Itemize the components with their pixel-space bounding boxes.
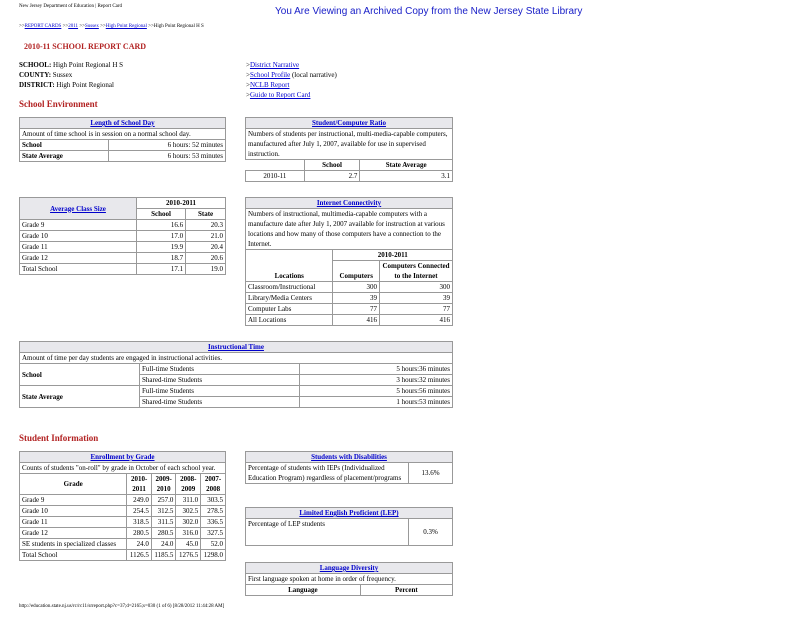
table-row	[246, 304, 453, 315]
district-name: High Point Regional	[56, 81, 114, 89]
loc-cell: Computer Labs	[246, 304, 333, 315]
state-full-value: 5 hours:56 minutes	[300, 386, 453, 397]
school-cell: 16.6	[137, 220, 186, 231]
length-of-day-table	[19, 117, 226, 162]
school-cell: 18.7	[137, 253, 186, 264]
table-row	[20, 539, 226, 550]
school-cell: 17.1	[137, 264, 186, 275]
table-row	[20, 528, 226, 539]
col-state: State	[186, 209, 226, 220]
grade-cell: Grade 12	[20, 528, 127, 539]
value-cell: 1185.5	[151, 550, 176, 561]
instructional-time-desc: Amount of time per day students are engaged in instructional activities.	[20, 353, 453, 364]
col-year: 2010-2011	[127, 474, 152, 495]
row-label: State Average	[20, 151, 109, 162]
col-language: Language	[246, 585, 361, 596]
breadcrumb-district[interactable]: High Point Regional	[105, 24, 147, 29]
grade-cell: Grade 10	[20, 231, 137, 242]
value-cell: 249.0	[127, 495, 152, 506]
student-computer-desc: Numbers of students per instructional, multi-media-capable computers, manufactured after July 1, 2007, available for use in supervised instruction.	[246, 129, 453, 160]
language-desc: First language spoken at home in order of frequency.	[246, 574, 453, 585]
comp-cell: 416	[333, 315, 380, 326]
school-cell: 17.0	[137, 231, 186, 242]
internet-year: 2010-2011	[333, 250, 453, 261]
table-row	[246, 293, 453, 304]
enrollment-desc: Counts of students "on-roll" by grade in October of each school year.	[20, 463, 226, 474]
value-cell: 311.0	[176, 495, 201, 506]
state-cell: 20.6	[186, 253, 226, 264]
value-cell: 318.5	[127, 517, 152, 528]
value-cell: 280.5	[127, 528, 152, 539]
link-marker: >	[246, 81, 250, 89]
value-cell: 45.0	[176, 539, 201, 550]
lep-value: 0.3%	[409, 519, 453, 546]
table-row	[246, 282, 453, 293]
district-narrative-link[interactable]: District Narrative	[249, 61, 300, 69]
table-row	[20, 242, 226, 253]
table-row	[246, 315, 453, 326]
grade-cell: Total School	[20, 264, 137, 275]
school-profile-link[interactable]: School Profile	[249, 71, 291, 79]
state-cell: 19.0	[186, 264, 226, 275]
col-state: State Average	[360, 160, 453, 171]
value-cell: 24.0	[151, 539, 176, 550]
instructional-time-table	[19, 341, 453, 408]
shared-time-label: Shared-time Students	[140, 397, 300, 408]
narrative-links	[246, 60, 337, 100]
conn-cell: 39	[379, 293, 452, 304]
row-value: 6 hours: 53 minutes	[108, 151, 225, 162]
breadcrumb-current: >>High Point Regional H S	[148, 24, 204, 29]
student-computer-table	[245, 117, 453, 182]
internet-desc: Numbers of instructional, multimedia-capable computers with a manufacture date after July 1, 2007 available for instruction at various locations and how many of those computers have a connection to the Internet.	[246, 209, 453, 250]
language-link[interactable]: Language Diversity	[319, 564, 379, 572]
page-title: 2010-11 SCHOOL REPORT CARD	[24, 42, 147, 51]
col-year: 2007-2008	[201, 474, 226, 495]
table-row	[20, 264, 226, 275]
table-row	[20, 517, 226, 528]
comp-cell: 77	[333, 304, 380, 315]
value-cell: 302.5	[176, 506, 201, 517]
student-computer-link[interactable]: Student/Computer Ratio	[312, 119, 386, 127]
guide-link[interactable]: Guide to Report Card	[249, 91, 311, 99]
school-full-value: 5 hours:36 minutes	[300, 364, 453, 375]
school-environment-heading: School Environment	[19, 99, 98, 109]
value-cell: 1126.5	[127, 550, 152, 561]
col-connected: Computers Connected to the Internet	[379, 261, 452, 282]
conn-cell: 416	[379, 315, 452, 326]
state-cell: 20.4	[186, 242, 226, 253]
value-cell: 257.0	[151, 495, 176, 506]
shared-time-label: Shared-time Students	[140, 375, 300, 386]
link-marker: >	[246, 91, 250, 99]
col-computers: Computers	[333, 261, 380, 282]
disabilities-desc: Percentage of students with IEPs (Individualized Education Program) regardless of placement/programs	[246, 463, 409, 484]
school-name: High Point Regional H S	[53, 61, 124, 69]
full-time-label: Full-time Students	[140, 386, 300, 397]
value-cell: 280.5	[151, 528, 176, 539]
school-shared-value: 3 hours:32 minutes	[300, 375, 453, 386]
col-grade: Grade	[20, 474, 127, 495]
enrollment-link[interactable]: Enrollment by Grade	[90, 453, 155, 461]
value-cell: 303.5	[201, 495, 226, 506]
value-cell: 52.0	[201, 539, 226, 550]
value-cell: 336.5	[201, 517, 226, 528]
table-row	[20, 550, 226, 561]
disabilities-table	[245, 451, 453, 484]
school-label: School	[20, 364, 140, 386]
class-size-link[interactable]: Average Class Size	[50, 204, 106, 213]
loc-cell: Classroom/Instructional	[246, 282, 333, 293]
state-ratio: 3.1	[360, 171, 453, 182]
length-of-day-link[interactable]: Length of School Day	[90, 119, 155, 127]
footer-url: http://education.state.nj.us/rc/rc11/srreport.php?c=37;d=2165;s=030 (1 of 6) [8/28/2012 11:44:28 AM]	[19, 604, 225, 609]
col-locations: Locations	[246, 250, 333, 282]
value-cell: 278.5	[201, 506, 226, 517]
loc-cell: Library/Media Centers	[246, 293, 333, 304]
comp-cell: 300	[333, 282, 380, 293]
row-label: School	[20, 140, 109, 151]
class-size-year: 2010-2011	[137, 198, 226, 209]
county-label: COUNTY:	[19, 71, 52, 79]
state-label: State Average	[20, 386, 140, 408]
nclb-report-link[interactable]: NCLB Report	[249, 81, 290, 89]
blank-cell	[246, 160, 305, 171]
breadcrumb-report-cards[interactable]: REPORT CARDS	[24, 24, 62, 29]
grade-cell: Grade 11	[20, 242, 137, 253]
conn-cell: 77	[379, 304, 452, 315]
breadcrumb	[19, 24, 204, 29]
disabilities-link[interactable]: Students with Disabilities	[311, 453, 387, 461]
breadcrumb-sussex[interactable]: Sussex	[84, 24, 99, 29]
breadcrumb-sep: >>	[62, 24, 69, 29]
value-cell: 311.5	[151, 517, 176, 528]
breadcrumb-2011[interactable]: 2011	[68, 24, 79, 29]
col-year: 2009-2010	[151, 474, 176, 495]
state-shared-value: 1 hours:53 minutes	[300, 397, 453, 408]
value-cell: 1298.0	[201, 550, 226, 561]
grade-cell: Grade 12	[20, 253, 137, 264]
col-percent: Percent	[360, 585, 452, 596]
length-of-day-desc: Amount of time school is in session on a normal school day.	[20, 129, 226, 140]
value-cell: 302.0	[176, 517, 201, 528]
value-cell: 316.0	[176, 528, 201, 539]
class-size-table	[19, 197, 226, 275]
grade-cell: Grade 9	[20, 495, 127, 506]
row-value: 6 hours: 52 minutes	[108, 140, 225, 151]
enrollment-table	[19, 451, 226, 561]
value-cell: 24.0	[127, 539, 152, 550]
school-cell: 19.9	[137, 242, 186, 253]
table-row	[20, 253, 226, 264]
table-row	[20, 495, 226, 506]
value-cell: 254.5	[127, 506, 152, 517]
value-cell: 1276.5	[176, 550, 201, 561]
lep-table	[245, 507, 453, 546]
breadcrumb-sep: >>	[100, 24, 106, 29]
col-school: School	[304, 160, 360, 171]
internet-table	[245, 197, 453, 326]
school-label: SCHOOL:	[19, 61, 52, 69]
link-marker: >	[246, 61, 250, 69]
loc-cell: All Locations	[246, 315, 333, 326]
county-name: Sussex	[52, 71, 73, 79]
district-label: DISTRICT:	[19, 81, 55, 89]
breadcrumb-sep: >>	[79, 24, 85, 29]
school-ratio: 2.7	[304, 171, 360, 182]
year-cell: 2010-11	[246, 171, 305, 182]
value-cell: 312.5	[151, 506, 176, 517]
archive-banner: You Are Viewing an Archived Copy from the New Jersey State Library	[275, 6, 583, 17]
conn-cell: 300	[379, 282, 452, 293]
disabilities-value: 13.6%	[409, 463, 453, 484]
lep-link[interactable]: Limited English Proficient (LEP)	[299, 509, 399, 517]
grade-cell: Grade 9	[20, 220, 137, 231]
language-table	[245, 562, 453, 596]
table-row	[20, 220, 226, 231]
instructional-time-link[interactable]: Instructional Time	[208, 343, 264, 351]
school-profile-note: (local narrative)	[290, 71, 337, 79]
table-row	[20, 231, 226, 242]
full-time-label: Full-time Students	[140, 364, 300, 375]
link-marker: >	[246, 71, 250, 79]
grade-cell: Grade 11	[20, 517, 127, 528]
school-info	[19, 60, 123, 90]
col-year: 2008-2009	[176, 474, 201, 495]
grade-cell: Grade 10	[20, 506, 127, 517]
comp-cell: 39	[333, 293, 380, 304]
table-row	[20, 506, 226, 517]
col-school: School	[137, 209, 186, 220]
breadcrumb-sep: >>	[19, 24, 25, 29]
state-cell: 21.0	[186, 231, 226, 242]
value-cell: 327.5	[201, 528, 226, 539]
state-cell: 20.3	[186, 220, 226, 231]
grade-cell: SE students in specialized classes	[20, 539, 127, 550]
internet-link[interactable]: Internet Connectivity	[316, 199, 382, 207]
grade-cell: Total School	[20, 550, 127, 561]
lep-desc: Percentage of LEP students	[246, 519, 409, 546]
source-header: New Jersey Department of Education | Report Card	[19, 4, 123, 9]
student-information-heading: Student Information	[19, 433, 99, 443]
